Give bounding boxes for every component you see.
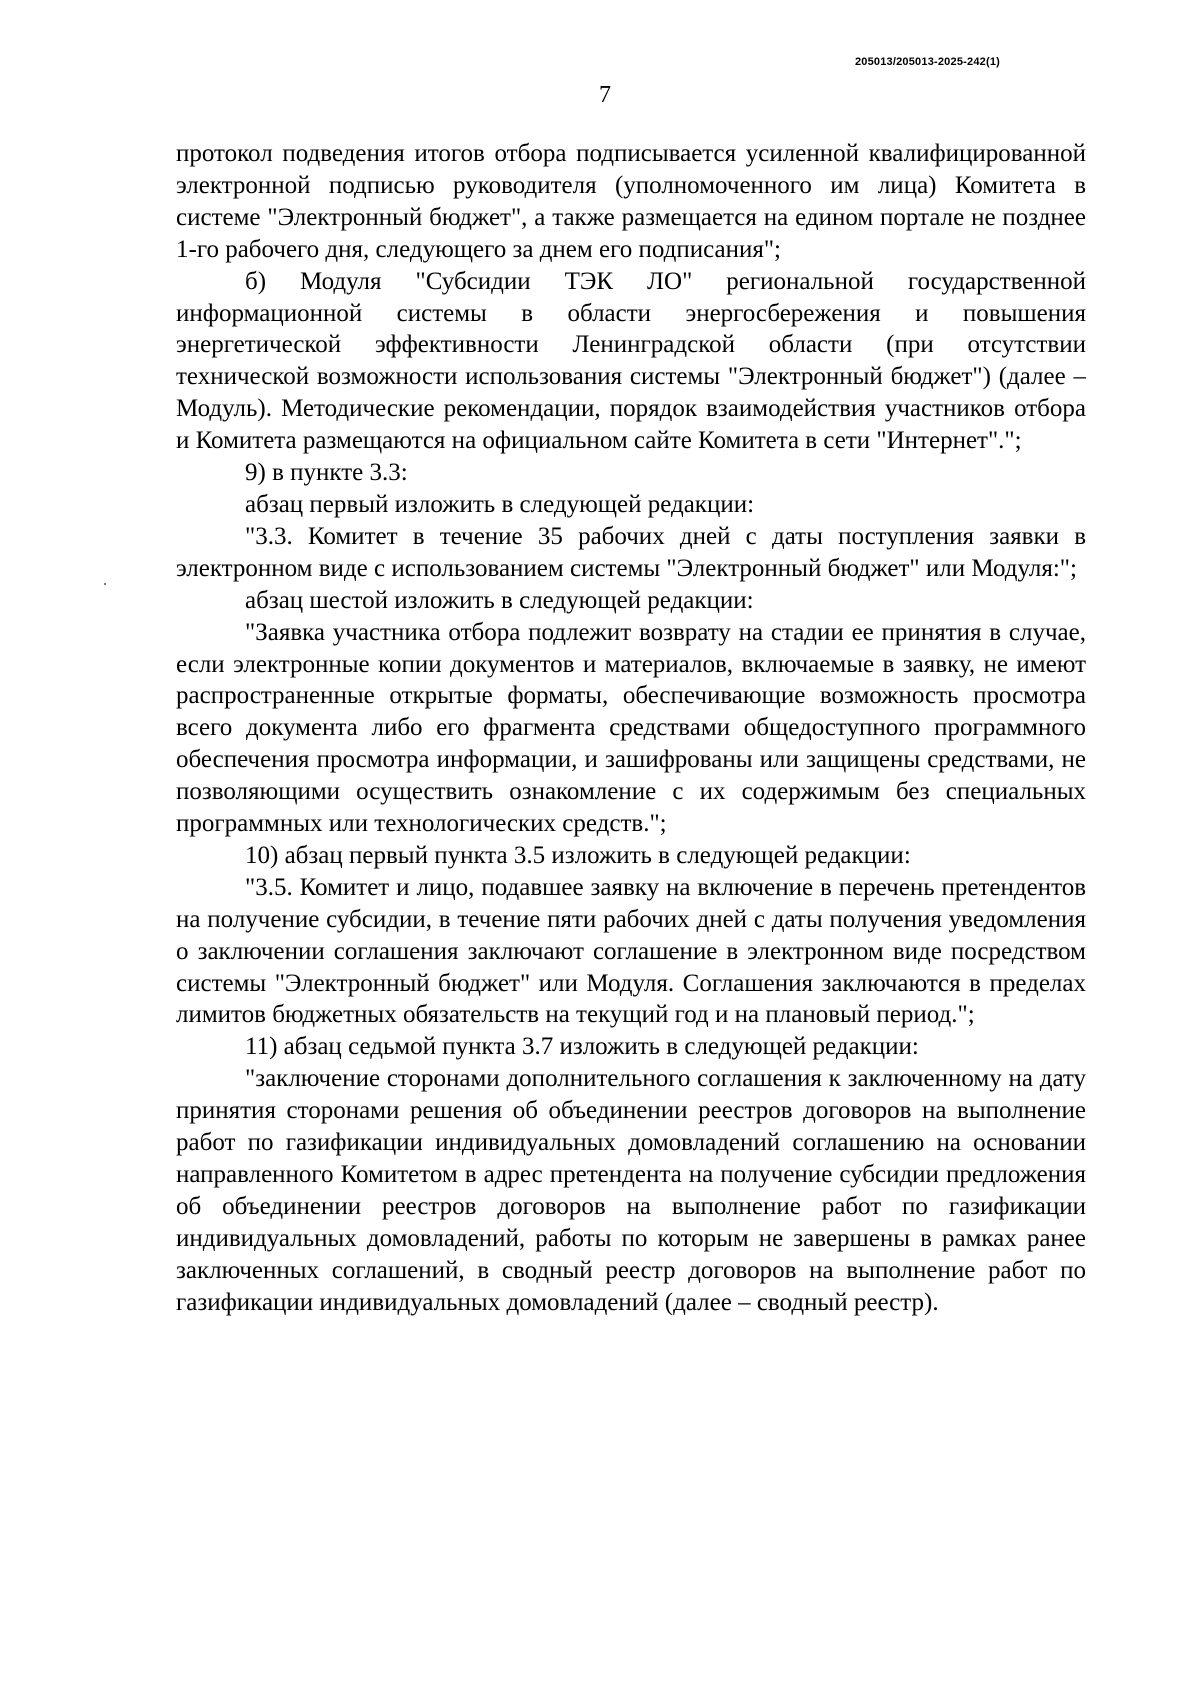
paragraph-protocol-continuation: протокол подведения итогов отбора подписывается усиленной квалифицированной электронной подписью руководителя (уполномоченного им лица) Комитета в системе "Электронный бюджет", а также размещается на едином портале не позднее 1-го рабочего дня, следующего за днем его подписания";: [176, 140, 1086, 263]
paragraph-item-9: 9) в пункте 3.3:: [245, 459, 408, 487]
paragraph-supplementary-agreement: "заключение сторонами дополнительного соглашения к заключенному на дату принятия сторонами решения об объединении реестров договоров на выполнение работ по газификации индивидуальных домовладений соглашению на основании направленного Комитетом в адрес претендента на получение субсидии предложения об объединении реестров договоров на выполнение работ по газификации индивидуальных домовладений, работы по которым не завершены в рамках ранее заключенных соглашений, в сводный реестр договоров на выполнение работ по газификации индивидуальных домовладений (далее – сводный реестр).: [176, 1065, 1086, 1316]
document-body: [176, 138, 1086, 1319]
paragraph-clause-3-5: "3.5. Комитет и лицо, подавшее заявку на включение в перечень претендентов на получение субсидии, в течение пяти рабочих дней с даты получения уведомления о заключении соглашения заключают соглашение в электронном виде посредством системы "Электронный бюджет" или Модуля. Соглашения заключаются в пределах лимитов бюджетных обязательств на текущий год и на плановый период.";: [176, 873, 1086, 1029]
page-number: 7: [599, 82, 611, 108]
paragraph-item-10: 10) абзац первый пункта 3.5 изложить в следующей редакции:: [245, 841, 911, 869]
paragraph-clause-3-3: "3.3. Комитет в течение 35 рабочих дней с даты поступления заявки в электронном виде с использованием системы "Электронный бюджет" или Модуля:";: [176, 522, 1086, 582]
scan-speck: [104, 583, 106, 585]
paragraph-instruction-first-abzac: абзац первый изложить в следующей редакции:: [245, 490, 755, 518]
paragraph-instruction-sixth-abzac: абзац шестой изложить в следующей редакции:: [245, 586, 754, 614]
document-code: 205013/205013-2025-242(1): [854, 56, 1000, 68]
paragraph-module-b: б) Модуля "Субсидии ТЭК ЛО" региональной государственной информационной системы в области энергосбережения и повышения энергетической эффективности Ленинградской области (при отсутствии технической возможности использования системы "Электронный бюджет") (далее – Модуль). Методические рекомендации, порядок взаимодействия участников отбора и Комитета размещаются на официальном сайте Комитета в сети "Интернет".";: [176, 267, 1086, 455]
paragraph-item-11: 11) абзац седьмой пункта 3.7 изложить в следующей редакции:: [245, 1033, 919, 1061]
paragraph-application-return: "Заявка участника отбора подлежит возврату на стадии ее принятия в случае, если электронные копии документов и материалов, включаемые в заявку, не имеют распространенные открытые форматы, обеспечивающие возможность просмотра всего документа либо его фрагмента средствами общедоступного программного обеспечения просмотра информации, и зашифрованы или защищены средствами, не позволяющими осуществить ознакомление с их содержимым без специальных программных или технологических средств.";: [176, 618, 1086, 838]
